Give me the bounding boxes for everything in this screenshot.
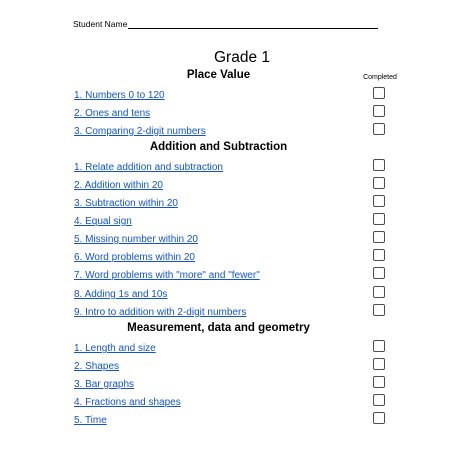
student-name-line[interactable] — [128, 19, 378, 29]
completed-checkbox[interactable] — [373, 267, 385, 279]
section-heading-measurement-data-geometry: Measurement, data and geometry — [127, 322, 310, 334]
list-item-link[interactable]: 1. Numbers 0 to 120 — [74, 90, 165, 101]
completed-checkbox[interactable] — [373, 213, 385, 225]
completed-checkbox[interactable] — [373, 394, 385, 406]
section-heading-place-value: Place Value — [186, 69, 251, 81]
list-item-link[interactable]: 4. Equal sign — [74, 216, 132, 227]
list-item-link[interactable]: 7. Word problems with "more" and "fewer" — [74, 270, 260, 281]
list-item-link[interactable]: 3. Bar graphs — [74, 379, 135, 390]
completed-checkbox[interactable] — [373, 105, 385, 117]
list-item-link[interactable]: 6. Word problems within 20 — [74, 252, 195, 263]
list-item-link[interactable]: 3. Subtraction within 20 — [74, 198, 178, 209]
student-name-row — [73, 19, 378, 29]
completed-checkbox[interactable] — [373, 123, 385, 135]
completed-checkbox[interactable] — [373, 304, 385, 316]
completed-checkbox[interactable] — [373, 177, 385, 189]
list-item-link[interactable]: 8. Adding 1s and 10s — [74, 289, 168, 300]
completed-checkbox[interactable] — [373, 376, 385, 388]
completed-checkbox[interactable] — [373, 249, 385, 261]
list-item-link[interactable]: 9. Intro to addition with 2-digit numbers — [74, 307, 247, 318]
list-item-link[interactable]: 1. Length and size — [74, 343, 156, 354]
page-title: Grade 1 — [213, 49, 270, 66]
list-item-link[interactable]: 2. Addition within 20 — [74, 180, 163, 191]
completed-checkbox[interactable] — [373, 159, 385, 171]
completed-checkbox[interactable] — [373, 412, 385, 424]
completed-checkbox[interactable] — [373, 286, 385, 298]
list-item-link[interactable]: 2. Ones and tens — [74, 108, 151, 119]
completed-column-label: Completed — [363, 74, 397, 81]
section-heading-addition-subtraction: Addition and Subtraction — [149, 141, 288, 153]
completed-checkbox[interactable] — [373, 87, 385, 99]
list-item-link[interactable]: 5. Time — [74, 415, 107, 426]
completed-checkbox[interactable] — [373, 231, 385, 243]
list-item-link[interactable]: 5. Missing number within 20 — [74, 234, 198, 245]
list-item-link[interactable]: 2. Shapes — [74, 361, 120, 372]
completed-checkbox[interactable] — [373, 358, 385, 370]
list-item-link[interactable]: 1. Relate addition and subtraction — [74, 162, 223, 173]
list-item-link[interactable]: 3. Comparing 2-digit numbers — [74, 126, 206, 137]
list-item-link[interactable]: 4. Fractions and shapes — [74, 397, 181, 408]
completed-checkbox[interactable] — [373, 195, 385, 207]
student-name-label: Student Name — [73, 19, 128, 29]
completed-checkbox[interactable] — [373, 340, 385, 352]
